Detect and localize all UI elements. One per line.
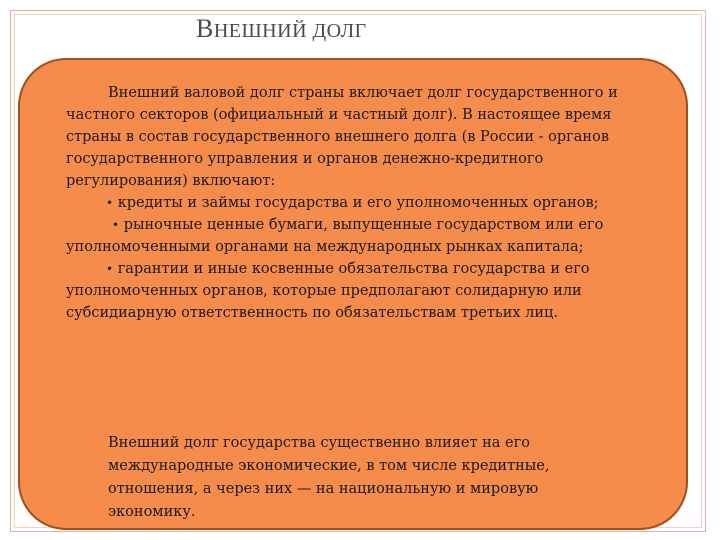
bullet-marker: •: [106, 262, 114, 276]
bullet-text-2: рыночные ценные бумаги, выпущенные государством или его уполномоченными органами на международных рынках капитала;: [66, 217, 604, 255]
slide-title-rest: НЕШНИЙ ДОЛГ: [213, 20, 367, 42]
bullet-text-3: гарантии и иные косвенные обязательства государства и его уполномоченных органов, которые предполагают солидарную или субсидиарную ответственность по обязательствам третьих лиц.: [66, 261, 590, 321]
slide-title-first-letter: В: [196, 14, 214, 43]
intro-paragraph: Внешний валовой долг страны включает долг государственного и частного секторов (официальный и частный долг). В настоящее время страны в состав государственного внешнего долга (в России - органов государственного управления и органов денежно-кредитного регулирования) включают:: [66, 85, 618, 189]
bullet-item-1: [66, 192, 626, 214]
content-body: [66, 82, 626, 324]
bullet-item-3: [66, 258, 626, 324]
bullet-marker: •: [106, 196, 114, 210]
bullet-text-1: кредиты и займы государства и его уполномоченных органов;: [117, 195, 599, 211]
conclusion-paragraph: Внешний долг государства существенно влияет на его международные экономические, в том числе кредитные, отношения, а через них — на национальную и мировую экономику.: [108, 435, 550, 520]
slide-title: [196, 14, 367, 44]
conclusion-block: [108, 432, 628, 524]
bullet-marker: •: [112, 218, 120, 232]
bullet-item-2: [66, 214, 626, 258]
